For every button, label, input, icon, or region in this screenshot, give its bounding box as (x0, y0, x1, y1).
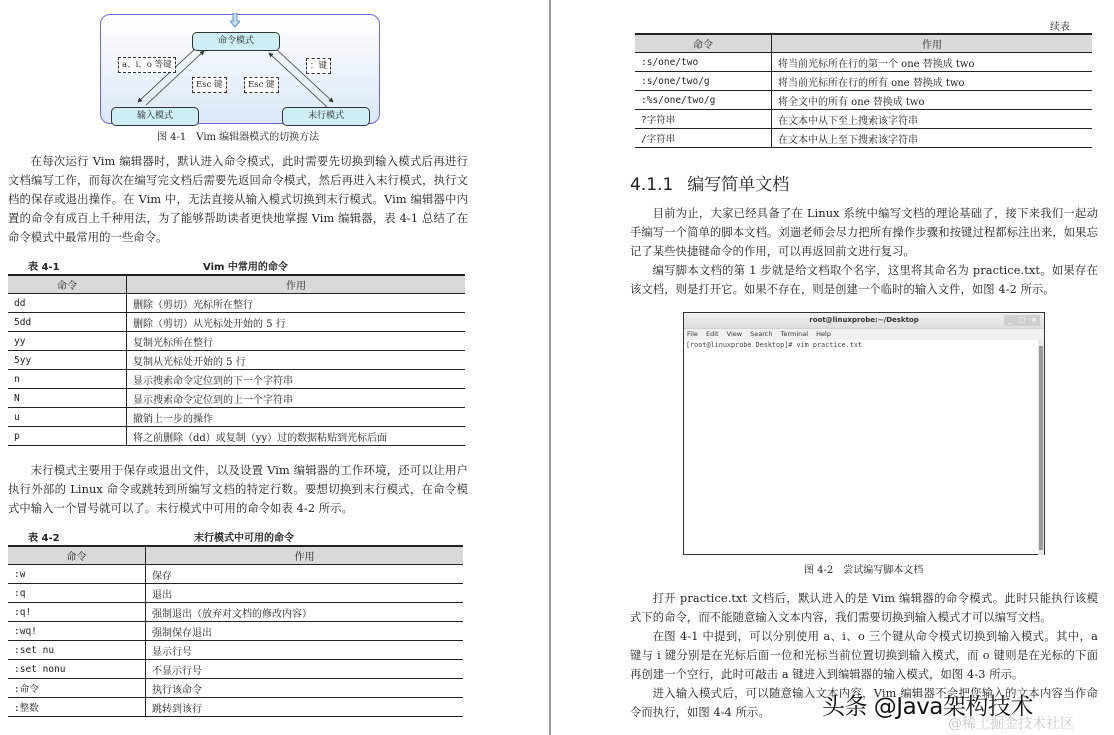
table-row (8, 389, 465, 408)
cell-command: :w (8, 565, 146, 584)
cell-command: :%s/one/two/g (635, 91, 772, 110)
cell-function: 在文本中从上至下搜索该字符串 (772, 129, 1093, 148)
terminal-title: root@linuxprobe:~/Desktop (809, 316, 919, 324)
left-page (0, 0, 528, 735)
menu-help: Help (816, 330, 831, 338)
maximize-icon: □ (1018, 316, 1026, 324)
cell-command: :set nonu (8, 660, 146, 679)
menu-search: Search (750, 330, 773, 338)
minimize-icon: _ (1008, 316, 1012, 324)
table-4-2-number: 表 4-2 (28, 533, 60, 544)
paragraph: 在图 4-1 中提到，可以分别使用 a、i、o 三个键从命令模式切换到输入模式。其中，a 键与 i 键分别是在光标后面一位和光标当前位置切换到输入模式，而 o 键则是在光标的下面再创建一个空行，此时可敲击 a 键进入到编辑器的输入模式，如图 4-3 所示。 (630, 630, 1098, 681)
cell-function: 退出 (146, 584, 464, 603)
terminal-menubar (684, 329, 1044, 340)
cell-function: 不显示行号 (146, 660, 464, 679)
cell-command: :q! (8, 603, 146, 622)
menu-view: View (726, 330, 743, 338)
cell-command: p (8, 427, 127, 446)
header-function: 作用 (127, 275, 466, 294)
cell-function: 显示搜索命令定位到的上一个字符串 (127, 389, 466, 408)
paragraph: 打开 practice.txt 文档后，默认进入的是 Vim 编辑器的命令模式。此时只能执行该模式下的命令，而不能随意输入文本内容，我们需要切换到输入模式才可以编写文档。 (630, 592, 1098, 624)
paragraph: 在每次运行 Vim 编辑器时，默认进入命令模式，此时需要先切换到输入模式后再进行文档编写工作，而每次在编写完文档后需要先返回命令模式，然后再进入末行模式，执行文档的保存或退出操作。在 Vim 中，无法直接从输入模式切换到末行模式。Vim 编辑器中内置的命令有成百上千种用法，为了能够帮助读者更快地掌握 Vim 编辑器，表 4-1 总结了在命令模式中最常用的一些命令。 (8, 155, 468, 244)
terminal-scrollbar-thumb (1039, 346, 1043, 550)
command-mode-box: 命令模式 (192, 32, 280, 51)
table-row (8, 351, 465, 370)
cell-function: 复制光标所在整行 (127, 332, 466, 351)
table-row (8, 313, 465, 332)
header-command: 命令 (8, 275, 127, 294)
paragraph: 进入输入模式后，可以随意输入文本内容，Vim 编辑器不会把您输入的文本内容当作命令而执行，如图 4-4 所示。 (630, 687, 1098, 719)
table-row (635, 72, 1092, 91)
cell-function: 执行该命令 (146, 679, 464, 698)
table-4-2-title: 末行模式中可用的命令 (194, 533, 294, 544)
cell-command: :q (8, 584, 146, 603)
cell-command: :命令 (8, 679, 146, 698)
cell-command: n (8, 370, 127, 389)
table-row (8, 294, 465, 313)
table-header-row (8, 275, 465, 294)
entry-arrow-icon (230, 13, 240, 27)
table-row (8, 603, 463, 622)
cell-command: N (8, 389, 127, 408)
table-row (635, 129, 1092, 148)
table-row (635, 91, 1092, 110)
header-function: 作用 (146, 546, 464, 565)
arrow-command-to-lastline (275, 48, 333, 102)
key-label-colon: ：键 (306, 58, 331, 74)
menu-edit: Edit (705, 330, 719, 338)
page-divider (549, 0, 551, 735)
window-controls (1004, 315, 1040, 326)
table-header-row (635, 34, 1092, 53)
input-mode-box: 输入模式 (111, 107, 199, 126)
cell-function: 将当前光标所在行的所有 one 替换成 two (772, 72, 1093, 91)
cell-function: 强制保存退出 (146, 622, 464, 641)
table-4-2-continued (635, 33, 1092, 148)
key-label-esc-input: Esc 键 (192, 77, 227, 93)
table-row (8, 408, 465, 427)
cell-function: 撤销上一步的操作 (127, 408, 466, 427)
cell-function: 将当前光标所在行的第一个 one 替换成 two (772, 53, 1093, 72)
cell-function: 将之前删除（dd）或复制（yy）过的数据粘贴到光标后面 (127, 427, 466, 446)
terminal-scrollbar (1038, 340, 1044, 555)
terminal-screenshot (683, 312, 1045, 555)
cell-function: 跳转到该行 (146, 698, 464, 717)
watermark-juejin: @稀土掘金技术社区 (948, 716, 1074, 732)
table-row (8, 427, 465, 446)
section-number: 4.1.1 (630, 175, 674, 195)
cell-command: /字符串 (635, 129, 772, 148)
header-function: 作用 (772, 34, 1093, 53)
table-4-1 (8, 274, 465, 446)
paragraph: 目前为止，大家已经具备了在 Linux 系统中编写文档的理论基础了，接下来我们一起动手编写一个简单的脚本文档。刘遄老师会尽力把所有操作步骤和按键过程都标注出来，如果忘记了某些快捷键命令的作用，可以再返回前文进行复习。 (630, 207, 1098, 258)
continued-table-label: 续表 (1050, 22, 1070, 33)
cell-function: 显示行号 (146, 641, 464, 660)
table-4-2 (8, 545, 463, 717)
watermark-toutiao: 头条 @Java架构技术 (822, 694, 1033, 720)
figure-4-1-caption: 图 4-1 Vim 编辑器模式的切换方法 (157, 132, 320, 143)
table-row (635, 53, 1092, 72)
cell-command: :wq! (8, 622, 146, 641)
paragraph: 末行模式主要用于保存或退出文件，以及设置 Vim 编辑器的工作环境，还可以让用户执行外部的 Linux 命令或跳转到所编写文档的特定行数。要想切换到末行模式，在命令模式中输入一个冒号就可以了。末行模式中可用的命令如表 4-2 所示。 (8, 464, 468, 515)
header-command: 命令 (635, 34, 772, 53)
table-header-row (8, 546, 463, 565)
key-label-aio: a、i、o 等键 (118, 57, 176, 73)
cell-command: :set nu (8, 641, 146, 660)
figure-4-2-caption: 图 4-2 尝试编写脚本文档 (804, 565, 924, 576)
vim-mode-diagram (100, 14, 380, 124)
cell-function: 删除（剪切）光标所在整行 (127, 294, 466, 313)
close-icon: × (1031, 316, 1037, 324)
cell-function: 在文本中从下至上搜索该字符串 (772, 110, 1093, 129)
section-title: 编写简单文档 (687, 175, 790, 195)
last-line-mode-box: 末行模式 (282, 107, 370, 126)
cell-command: :s/one/two (635, 53, 772, 72)
menu-file: File (687, 330, 698, 338)
table-row (635, 110, 1092, 129)
terminal-body (684, 340, 1044, 555)
cell-function: 强制退出（放弃对文档的修改内容） (146, 603, 464, 622)
cell-command: 5yy (8, 351, 127, 370)
cell-function: 复制从光标处开始的 5 行 (127, 351, 466, 370)
table-row (8, 584, 463, 603)
cell-command: :整数 (8, 698, 146, 717)
cell-command: 5dd (8, 313, 127, 332)
cell-command: :s/one/two/g (635, 72, 772, 91)
key-label-esc-lastline: Esc 键 (244, 77, 279, 93)
cell-function: 显示搜索命令定位到的下一个字符串 (127, 370, 466, 389)
terminal-command-line: [root@linuxprobe Desktop]# vim practice.txt (686, 341, 862, 349)
cell-function: 删除（剪切）从光标处开始的 5 行 (127, 313, 466, 332)
paragraph: 编写脚本文档的第 1 步就是给文档取个名字，这里将其命名为 practice.txt。如果存在该文档，则是打开它。如果不存在，则是创建一个临时的输入文件，如图 4-2 所示。 (630, 264, 1098, 296)
cell-command: yy (8, 332, 127, 351)
table-4-1-title: Vim 中常用的命令 (203, 262, 288, 273)
cell-command: ?字符串 (635, 110, 772, 129)
table-row (8, 565, 463, 584)
header-command: 命令 (8, 546, 146, 565)
table-row (8, 679, 463, 698)
cell-function: 保存 (146, 565, 464, 584)
table-row (8, 370, 465, 389)
menu-terminal: Terminal (780, 330, 809, 338)
table-row (8, 660, 463, 679)
section-heading (630, 170, 789, 195)
cell-command: u (8, 408, 127, 427)
table-4-1-number: 表 4-1 (28, 262, 60, 273)
table-row (8, 332, 465, 351)
table-row (8, 641, 463, 660)
table-row (8, 698, 463, 717)
table-row (8, 622, 463, 641)
cell-function: 将全文中的所有 one 替换成 two (772, 91, 1093, 110)
terminal-titlebar (684, 313, 1044, 329)
cell-command: dd (8, 294, 127, 313)
